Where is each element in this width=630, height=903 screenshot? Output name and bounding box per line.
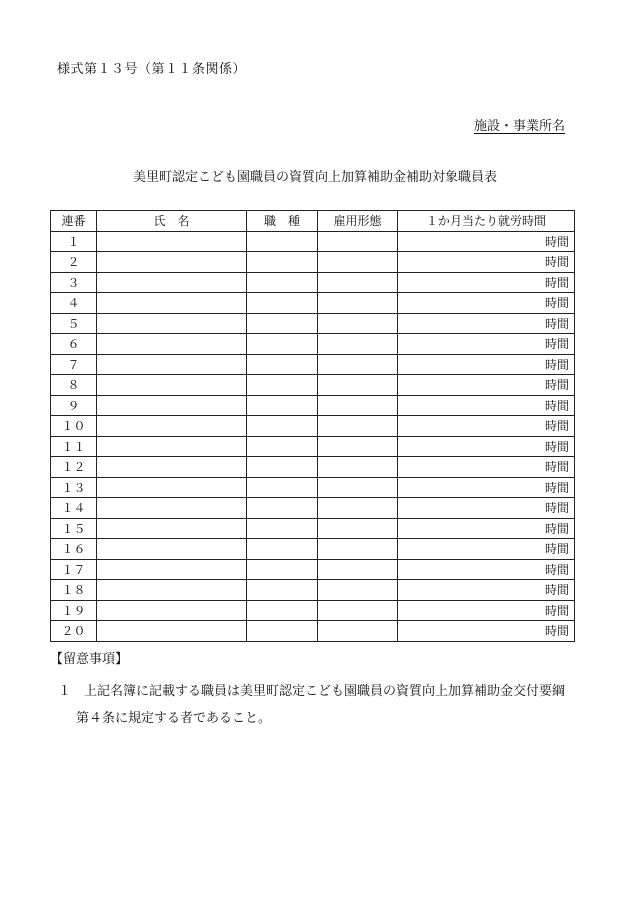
- table-row: [51, 539, 575, 560]
- row-name-cell[interactable]: [97, 375, 247, 396]
- row-serial-number: １９: [51, 600, 97, 621]
- row-employment-type-cell[interactable]: [318, 539, 398, 560]
- table-row: [51, 621, 575, 642]
- row-name-cell[interactable]: [97, 621, 247, 642]
- row-job-type-cell[interactable]: [247, 498, 318, 519]
- table-row: [51, 580, 575, 601]
- row-name-cell[interactable]: [97, 580, 247, 601]
- header-monthly-hours: １か月当たり就労時間: [398, 211, 575, 232]
- table-row: [51, 498, 575, 519]
- row-name-cell[interactable]: [97, 272, 247, 293]
- row-employment-type-cell[interactable]: [318, 416, 398, 437]
- row-monthly-hours-cell[interactable]: 時間: [398, 539, 575, 560]
- row-serial-number: ７: [51, 354, 97, 375]
- table-row: [51, 477, 575, 498]
- notes-heading: 【留意事項】: [50, 652, 129, 667]
- row-name-cell[interactable]: [97, 395, 247, 416]
- row-monthly-hours-cell[interactable]: 時間: [398, 334, 575, 355]
- table-row: [51, 375, 575, 396]
- row-serial-number: ４: [51, 293, 97, 314]
- row-monthly-hours-cell[interactable]: 時間: [398, 477, 575, 498]
- row-monthly-hours-cell[interactable]: 時間: [398, 621, 575, 642]
- row-job-type-cell[interactable]: [247, 416, 318, 437]
- row-employment-type-cell[interactable]: [318, 334, 398, 355]
- row-employment-type-cell[interactable]: [318, 395, 398, 416]
- row-employment-type-cell[interactable]: [318, 621, 398, 642]
- row-serial-number: ５: [51, 313, 97, 334]
- table-row: [51, 313, 575, 334]
- row-name-cell[interactable]: [97, 477, 247, 498]
- row-serial-number: １６: [51, 539, 97, 560]
- row-monthly-hours-cell[interactable]: 時間: [398, 580, 575, 601]
- row-monthly-hours-cell[interactable]: 時間: [398, 559, 575, 580]
- note-line-1: [58, 678, 588, 705]
- header-job-type: 職 種: [247, 211, 318, 232]
- row-job-type-cell[interactable]: [247, 621, 318, 642]
- row-serial-number: １１: [51, 436, 97, 457]
- table-body: [51, 231, 575, 641]
- row-monthly-hours-cell[interactable]: 時間: [398, 231, 575, 252]
- facility-name-label: 施設・事業所名: [473, 119, 565, 134]
- header-name: 氏 名: [97, 211, 247, 232]
- row-name-cell[interactable]: [97, 334, 247, 355]
- table-header-row: [51, 211, 575, 232]
- row-serial-number: １５: [51, 518, 97, 539]
- row-job-type-cell[interactable]: [247, 539, 318, 560]
- row-employment-type-cell[interactable]: [318, 436, 398, 457]
- note-item: [58, 678, 588, 732]
- row-name-cell[interactable]: [97, 416, 247, 437]
- row-monthly-hours-cell[interactable]: 時間: [398, 498, 575, 519]
- row-employment-type-cell[interactable]: [318, 518, 398, 539]
- row-monthly-hours-cell[interactable]: 時間: [398, 272, 575, 293]
- table-row: [51, 293, 575, 314]
- row-name-cell[interactable]: [97, 600, 247, 621]
- note-text-line-2: 第４条に規定する者であること。: [76, 711, 272, 726]
- row-employment-type-cell[interactable]: [318, 600, 398, 621]
- row-monthly-hours-cell[interactable]: 時間: [398, 600, 575, 621]
- row-name-cell[interactable]: [97, 313, 247, 334]
- table-row: [51, 272, 575, 293]
- table-row: [51, 600, 575, 621]
- row-job-type-cell[interactable]: [247, 395, 318, 416]
- row-serial-number: １７: [51, 559, 97, 580]
- row-serial-number: １０: [51, 416, 97, 437]
- row-job-type-cell[interactable]: [247, 272, 318, 293]
- row-serial-number: ３: [51, 272, 97, 293]
- row-name-cell[interactable]: [97, 231, 247, 252]
- row-job-type-cell[interactable]: [247, 436, 318, 457]
- row-job-type-cell[interactable]: [247, 313, 318, 334]
- row-employment-type-cell[interactable]: [318, 559, 398, 580]
- row-name-cell[interactable]: [97, 354, 247, 375]
- row-serial-number: １: [51, 231, 97, 252]
- row-monthly-hours-cell[interactable]: 時間: [398, 518, 575, 539]
- row-serial-number: ８: [51, 375, 97, 396]
- row-job-type-cell[interactable]: [247, 457, 318, 478]
- row-employment-type-cell[interactable]: [318, 293, 398, 314]
- row-job-type-cell[interactable]: [247, 375, 318, 396]
- row-monthly-hours-cell[interactable]: 時間: [398, 457, 575, 478]
- row-monthly-hours-cell[interactable]: 時間: [398, 375, 575, 396]
- row-employment-type-cell[interactable]: [318, 477, 398, 498]
- row-name-cell[interactable]: [97, 436, 247, 457]
- row-job-type-cell[interactable]: [247, 293, 318, 314]
- row-job-type-cell[interactable]: [247, 252, 318, 273]
- table-row: [51, 436, 575, 457]
- row-serial-number: １３: [51, 477, 97, 498]
- row-name-cell[interactable]: [97, 539, 247, 560]
- table-row: [51, 334, 575, 355]
- row-job-type-cell[interactable]: [247, 600, 318, 621]
- staff-table: [50, 210, 575, 642]
- row-name-cell[interactable]: [97, 293, 247, 314]
- row-monthly-hours-cell[interactable]: 時間: [398, 293, 575, 314]
- row-serial-number: ２: [51, 252, 97, 273]
- document-title: 美里町認定こども園職員の資質向上加算補助金補助対象職員表: [132, 170, 497, 185]
- row-job-type-cell[interactable]: [247, 580, 318, 601]
- row-employment-type-cell[interactable]: [318, 313, 398, 334]
- row-employment-type-cell[interactable]: [318, 498, 398, 519]
- row-job-type-cell[interactable]: [247, 559, 318, 580]
- row-job-type-cell[interactable]: [247, 518, 318, 539]
- row-name-cell[interactable]: [97, 457, 247, 478]
- table-row: [51, 252, 575, 273]
- row-monthly-hours-cell[interactable]: 時間: [398, 436, 575, 457]
- row-name-cell[interactable]: [97, 559, 247, 580]
- header-serial-number: 連番: [51, 211, 97, 232]
- row-serial-number: ２０: [51, 621, 97, 642]
- row-employment-type-cell[interactable]: [318, 272, 398, 293]
- row-name-cell[interactable]: [97, 518, 247, 539]
- row-employment-type-cell[interactable]: [318, 252, 398, 273]
- table-row: [51, 559, 575, 580]
- row-serial-number: １２: [51, 457, 97, 478]
- row-serial-number: ９: [51, 395, 97, 416]
- row-monthly-hours-cell[interactable]: 時間: [398, 395, 575, 416]
- row-name-cell[interactable]: [97, 252, 247, 273]
- table-row: [51, 518, 575, 539]
- table-row: [51, 416, 575, 437]
- header-employment-type: 雇用形態: [318, 211, 398, 232]
- table-row: [51, 231, 575, 252]
- row-serial-number: １４: [51, 498, 97, 519]
- row-monthly-hours-cell[interactable]: 時間: [398, 354, 575, 375]
- row-name-cell[interactable]: [97, 498, 247, 519]
- row-job-type-cell[interactable]: [247, 334, 318, 355]
- table-row: [51, 395, 575, 416]
- row-employment-type-cell[interactable]: [318, 231, 398, 252]
- note-number: １: [58, 684, 72, 699]
- row-monthly-hours-cell[interactable]: 時間: [398, 416, 575, 437]
- table-row: [51, 354, 575, 375]
- row-job-type-cell[interactable]: [247, 477, 318, 498]
- row-monthly-hours-cell[interactable]: 時間: [398, 313, 575, 334]
- row-serial-number: １８: [51, 580, 97, 601]
- row-employment-type-cell[interactable]: [318, 375, 398, 396]
- note-text-line-1: 上記名簿に記載する職員は美里町認定こども園職員の資質向上加算補助金交付要綱: [84, 684, 566, 699]
- form-number: 様式第１３号（第１１条関係）: [57, 62, 247, 77]
- row-employment-type-cell[interactable]: [318, 457, 398, 478]
- row-monthly-hours-cell[interactable]: 時間: [398, 252, 575, 273]
- table-row: [51, 457, 575, 478]
- row-serial-number: ６: [51, 334, 97, 355]
- row-employment-type-cell[interactable]: [318, 580, 398, 601]
- row-job-type-cell[interactable]: [247, 231, 318, 252]
- row-employment-type-cell[interactable]: [318, 354, 398, 375]
- row-job-type-cell[interactable]: [247, 354, 318, 375]
